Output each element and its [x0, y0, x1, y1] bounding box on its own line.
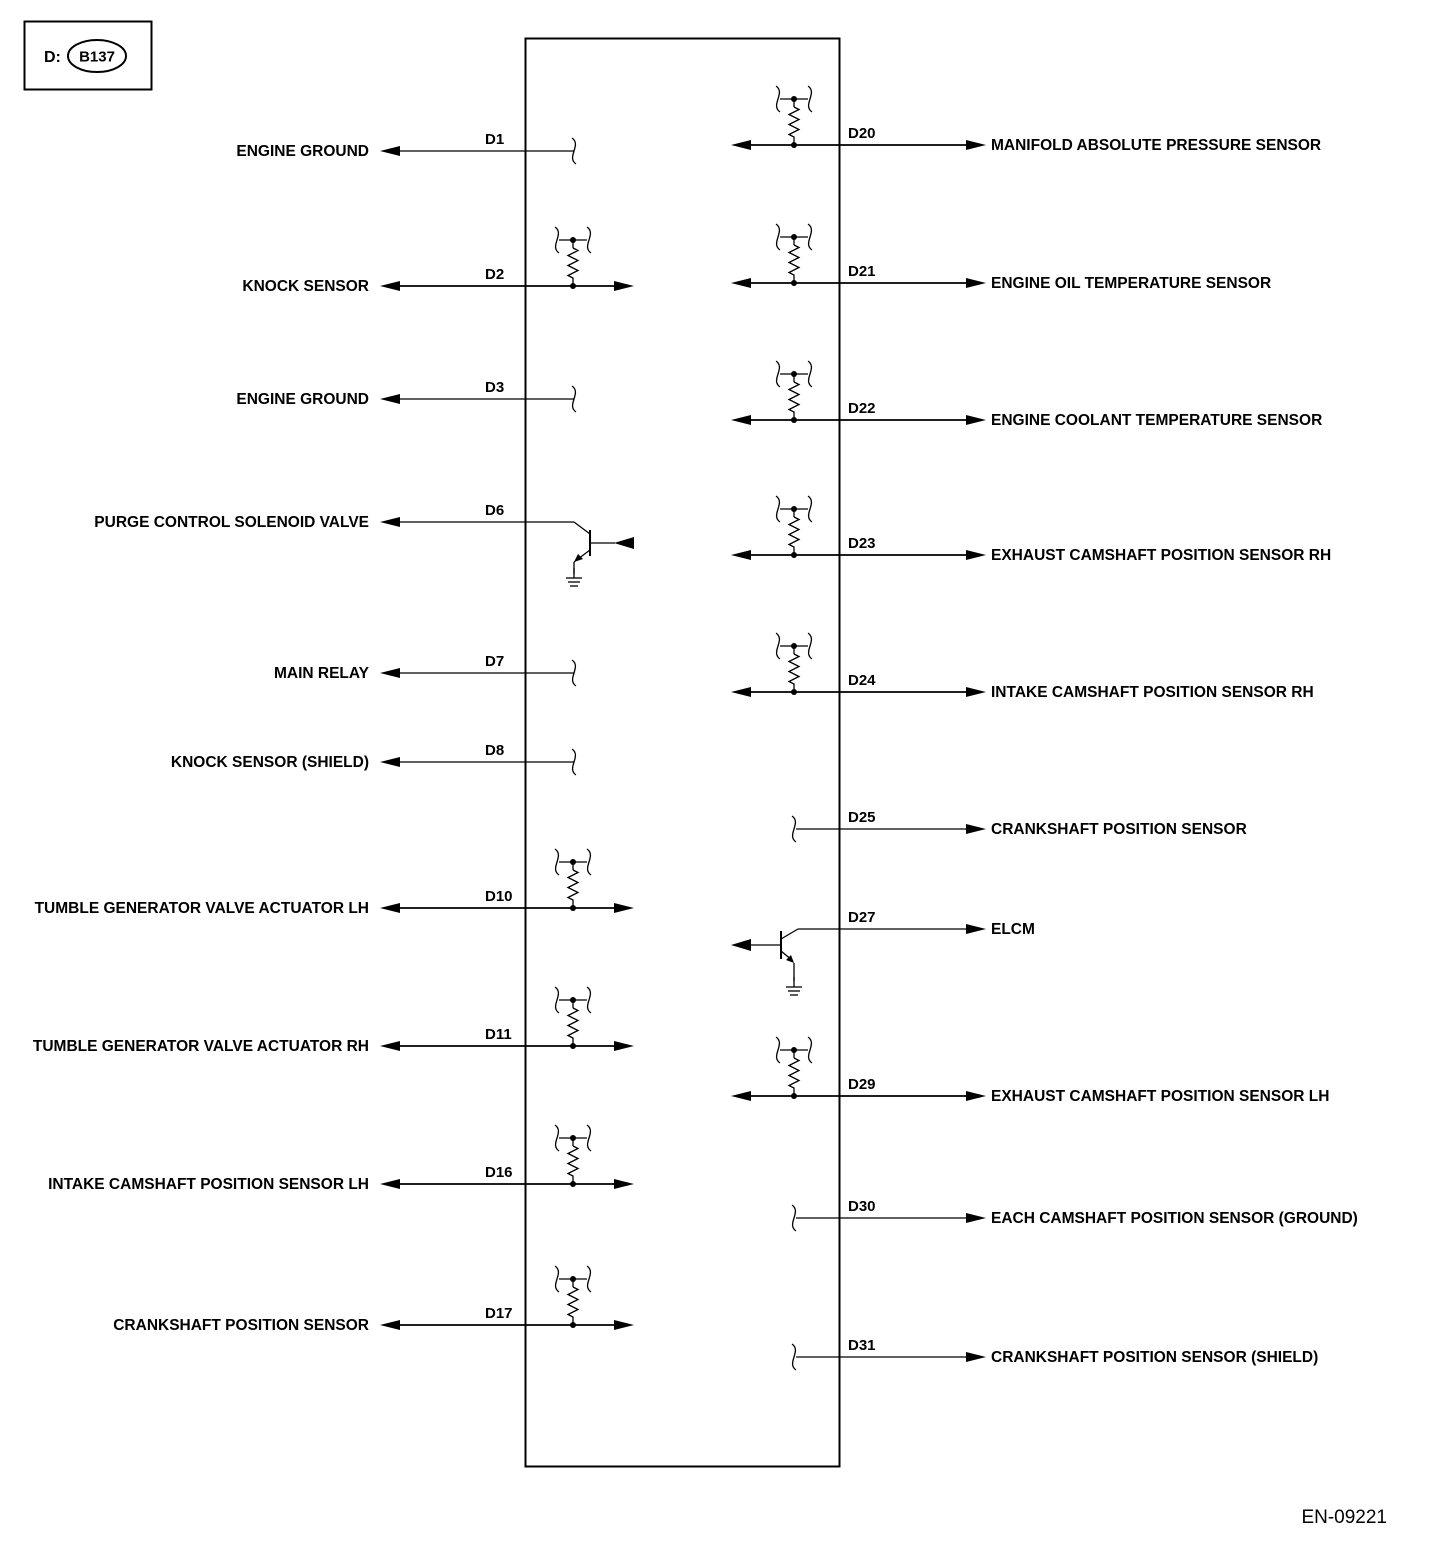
junction-dot	[791, 689, 797, 695]
transistor-icon	[566, 522, 634, 586]
pin-number-label: D6	[485, 502, 505, 519]
pin-destination-label: ELCM	[991, 921, 1035, 938]
pin-number-label: D30	[848, 1198, 876, 1215]
pin-destination-label: INTAKE CAMSHAFT POSITION SENSOR RH	[991, 684, 1314, 701]
pin-number-label: D24	[848, 672, 876, 689]
junction-dot	[791, 280, 797, 286]
pull-up-resistor-icon	[776, 361, 812, 423]
wire-break-icon	[808, 86, 812, 112]
junction-dot	[570, 283, 576, 289]
arrow-head	[380, 1179, 400, 1189]
pull-up-resistor-icon	[776, 86, 812, 148]
arrow-head	[966, 550, 986, 560]
arrow-head	[731, 939, 751, 951]
wire-break-icon	[776, 633, 780, 659]
arrow-head	[380, 668, 400, 678]
left-pin-d16	[48, 1125, 634, 1193]
pin-destination-label: ENGINE GROUND	[236, 143, 369, 160]
arrow-head	[731, 550, 751, 560]
pin-number-label: D31	[848, 1337, 876, 1354]
pin-number-label: D23	[848, 535, 876, 552]
pull-up-resistor-icon	[555, 1125, 591, 1187]
pull-up-resistor-icon	[776, 224, 812, 286]
left-pin-d2	[242, 227, 634, 295]
junction-dot	[791, 417, 797, 423]
wire-break-icon	[808, 633, 812, 659]
pin-number-label: D27	[848, 909, 876, 926]
ground-icon	[786, 977, 802, 995]
arrow-head	[380, 1041, 400, 1051]
arrow-head	[380, 146, 400, 156]
wire-break-icon	[808, 1037, 812, 1063]
pin-destination-label: PURGE CONTROL SOLENOID VALVE	[94, 514, 369, 531]
pin-destination-label: MAIN RELAY	[273, 665, 369, 682]
wire-break-icon	[587, 849, 591, 875]
pin-destination-label: CRANKSHAFT POSITION SENSOR	[991, 821, 1247, 838]
pin-number-label: D10	[485, 888, 513, 905]
right-pin-d31	[792, 1337, 1318, 1370]
pull-up-resistor-icon	[555, 987, 591, 1049]
right-pin-group	[731, 86, 1358, 1370]
arrow-head	[614, 903, 634, 913]
arrow-head	[614, 1179, 634, 1189]
right-pin-d24	[731, 633, 1314, 701]
arrow-head	[731, 687, 751, 697]
wire-break-icon	[587, 227, 591, 253]
junction-dot	[570, 1043, 576, 1049]
wire-break-icon	[776, 86, 780, 112]
pin-destination-label: MANIFOLD ABSOLUTE PRESSURE SENSOR	[991, 137, 1322, 154]
arrow-head	[966, 278, 986, 288]
connector-code: B137	[79, 48, 115, 66]
left-pin-d11	[33, 987, 634, 1055]
pin-destination-label: EXHAUST CAMSHAFT POSITION SENSOR LH	[991, 1088, 1330, 1105]
arrow-head	[380, 757, 400, 767]
arrow-head	[614, 537, 634, 549]
arrow-head	[380, 1320, 400, 1330]
arrow-head	[731, 278, 751, 288]
pin-number-label: D16	[485, 1164, 513, 1181]
wire-break-icon	[555, 1125, 559, 1151]
right-pin-d20	[731, 86, 1321, 154]
right-pin-d25	[792, 809, 1247, 842]
pull-up-resistor-icon	[555, 227, 591, 289]
wire-break-icon	[808, 496, 812, 522]
wire-break-icon	[792, 1344, 796, 1370]
pin-destination-label: TUMBLE GENERATOR VALVE ACTUATOR RH	[32, 1038, 369, 1055]
arrow-head	[966, 687, 986, 697]
pin-number-label: D8	[485, 742, 505, 759]
pull-up-resistor-icon	[555, 849, 591, 911]
left-pin-d10	[35, 849, 634, 917]
pin-destination-label: ENGINE COOLANT TEMPERATURE SENSOR	[991, 412, 1323, 429]
junction-dot	[570, 1181, 576, 1187]
right-pin-d21	[731, 224, 1271, 292]
left-pin-d6	[94, 502, 634, 586]
pin-destination-label: KNOCK SENSOR	[242, 278, 369, 295]
right-pin-d29	[731, 1037, 1329, 1105]
right-pin-d23	[731, 496, 1331, 564]
pin-number-label: D11	[485, 1026, 512, 1043]
pin-number-label: D29	[848, 1076, 876, 1093]
left-pin-d7	[274, 653, 576, 686]
wire-break-icon	[555, 1266, 559, 1292]
arrow-head	[380, 281, 400, 291]
wire-break-icon	[776, 361, 780, 387]
pin-number-label: D21	[848, 263, 876, 280]
pin-destination-label: INTAKE CAMSHAFT POSITION SENSOR LH	[48, 1176, 369, 1193]
pin-destination-label: EXHAUST CAMSHAFT POSITION SENSOR RH	[991, 547, 1332, 564]
wire-break-icon	[776, 1037, 780, 1063]
pin-destination-label: ENGINE OIL TEMPERATURE SENSOR	[991, 275, 1272, 292]
left-pin-d17	[113, 1266, 634, 1334]
arrow-head	[614, 1320, 634, 1330]
wire-break-icon	[792, 816, 796, 842]
left-pin-d8	[171, 742, 576, 775]
pin-number-label: D17	[485, 1305, 513, 1322]
figure-code: EN-09221	[1301, 1507, 1387, 1528]
wire-break-icon	[555, 227, 559, 253]
right-pin-d27	[731, 909, 1035, 995]
arrow-head	[380, 903, 400, 913]
junction-dot	[791, 1093, 797, 1099]
junction-dot	[570, 905, 576, 911]
wire-break-icon	[587, 1125, 591, 1151]
arrow-head	[966, 1213, 986, 1223]
right-pin-d30	[792, 1198, 1358, 1231]
right-pin-d22	[731, 361, 1322, 429]
wire-break-icon	[587, 1266, 591, 1292]
wire-break-icon	[555, 987, 559, 1013]
arrow-head	[731, 415, 751, 425]
wire-break-icon	[808, 224, 812, 250]
arrow-head	[966, 924, 986, 934]
left-pin-group	[33, 131, 634, 1334]
arrow-head	[614, 281, 634, 291]
arrow-head	[614, 1041, 634, 1051]
pull-up-resistor-icon	[776, 496, 812, 558]
pin-number-label: D1	[485, 131, 505, 148]
arrow-head	[731, 140, 751, 150]
pin-destination-label: ENGINE GROUND	[236, 391, 369, 408]
transistor-icon	[731, 929, 802, 995]
arrow-head	[966, 415, 986, 425]
wire-break-icon	[555, 849, 559, 875]
arrow-head	[380, 394, 400, 404]
connector-prefix: D:	[44, 49, 61, 66]
arrow-head	[966, 1352, 986, 1362]
arrow-head	[966, 824, 986, 834]
wire-break-icon	[776, 496, 780, 522]
arrow-head	[966, 1091, 986, 1101]
junction-dot	[791, 142, 797, 148]
junction-dot	[570, 1322, 576, 1328]
wire-break-icon	[808, 361, 812, 387]
pin-number-label: D3	[485, 379, 505, 396]
pull-up-resistor-icon	[776, 1037, 812, 1099]
connector-badge	[25, 22, 152, 90]
arrow-head	[731, 1091, 751, 1101]
arrow-head	[966, 140, 986, 150]
wire-break-icon	[776, 224, 780, 250]
pin-number-label: D22	[848, 400, 876, 417]
pin-destination-label: CRANKSHAFT POSITION SENSOR	[113, 1317, 369, 1334]
pin-number-label: D2	[485, 266, 505, 283]
pull-up-resistor-icon	[555, 1266, 591, 1328]
junction-dot	[791, 552, 797, 558]
pin-number-label: D25	[848, 809, 876, 826]
pin-number-label: D20	[848, 125, 876, 142]
pin-destination-label: TUMBLE GENERATOR VALVE ACTUATOR LH	[34, 900, 369, 917]
ground-icon	[566, 568, 582, 586]
pin-destination-label: CRANKSHAFT POSITION SENSOR (SHIELD)	[991, 1349, 1319, 1366]
pull-up-resistor-icon	[776, 633, 812, 695]
pin-number-label: D7	[485, 653, 505, 670]
wire-break-icon	[587, 987, 591, 1013]
wire-break-icon	[792, 1205, 796, 1231]
pin-destination-label: KNOCK SENSOR (SHIELD)	[170, 754, 369, 771]
pin-destination-label: EACH CAMSHAFT POSITION SENSOR (GROUND)	[991, 1210, 1358, 1227]
arrow-head	[380, 517, 400, 527]
